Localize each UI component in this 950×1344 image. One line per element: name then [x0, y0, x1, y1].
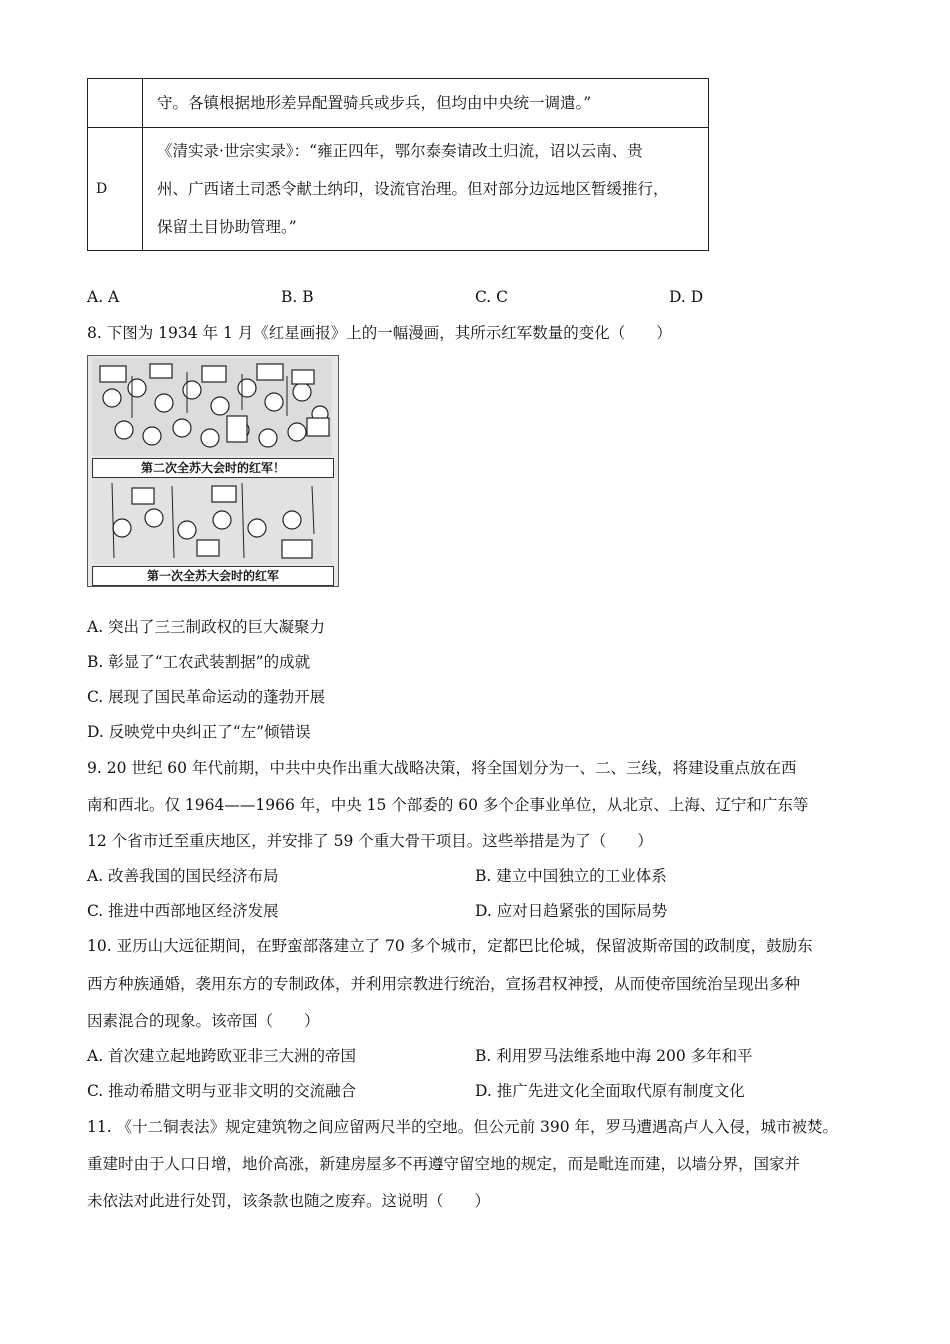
q9-option-a[interactable]: A. 改善我国的国民经济布局 — [87, 867, 279, 885]
q7-option-c[interactable]: C. C — [475, 288, 509, 306]
q9-stem-line: 12 个省市迁至重庆地区，并安排了 59 个重大骨干项目。这些举措是为了（ ） — [87, 832, 653, 850]
q9-option-c[interactable]: C. 推进中西部地区经济发展 — [87, 902, 279, 920]
cartoon-caption-top: 第二次全苏大会时的红军！ — [92, 458, 334, 478]
row-text: 守。各镇根据地形差异配置骑兵或步兵，但均由中央统一调遣。” — [143, 79, 709, 128]
source-table — [87, 78, 709, 251]
table-row — [88, 79, 709, 128]
text-line: 《清实录·世宗实录》：“雍正四年，鄂尔泰奏请改土归流，诏以云南、贵 — [157, 142, 643, 160]
crowd-upper-illustration — [92, 358, 332, 456]
q11-stem-line: 重建时由于人口日增，地价高涨，新建房屋多不再遵守留空地的规定，而是毗连而建，以墙分界，国家并 — [87, 1155, 801, 1173]
q8-stem: 8. 下图为 1934 年 1 月《红星画报》上的一幅漫画，其所示红军数量的变化（ ） — [87, 324, 672, 342]
q10-stem-line: 因素混合的现象。该帝国（ ） — [87, 1012, 320, 1030]
q7-option-a[interactable]: A. A — [87, 288, 120, 306]
q10-option-b[interactable]: B. 利用罗马法维系地中海 200 多年和平 — [475, 1047, 753, 1065]
cartoon-caption-bottom: 第一次全苏大会时的红军 — [92, 566, 334, 586]
q11-stem-line: 11. 《十二铜表法》规定建筑物之间应留两尺半的空地。但公元前 390 年，罗马遭遇高卢人入侵，城市被焚。 — [87, 1118, 839, 1136]
row-label — [88, 79, 143, 128]
q10-option-c[interactable]: C. 推动希腊文明与亚非文明的交流融合 — [87, 1082, 357, 1100]
q8-option-b[interactable]: B. 彰显了“工农武装割据”的成就 — [87, 653, 311, 671]
red-army-cartoon — [87, 355, 339, 587]
q8-option-d[interactable]: D. 反映党中央纠正了“左”倾错误 — [87, 723, 311, 741]
q9-stem-line: 南和西北。仅 1964——1966 年，中央 15 个部委的 60 多个企事业单位，从北京、上海、辽宁和广东等 — [87, 796, 809, 814]
q9-option-b[interactable]: B. 建立中国独立的工业体系 — [475, 867, 667, 885]
text-line: 州、广西诸土司悉令献土纳印，设流官治理。但对部分边远地区暂缓推行， — [157, 180, 669, 198]
q9-option-d[interactable]: D. 应对日趋紧张的国际局势 — [475, 902, 668, 920]
q10-option-a[interactable]: A. 首次建立起地跨欧亚非三大洲的帝国 — [87, 1047, 357, 1065]
q10-stem-line: 10. 亚历山大远征期间，在野蛮部落建立了 70 多个城市，定都巴比伦城，保留波斯帝国的政制度，鼓励东 — [87, 937, 813, 955]
q9-stem-line: 9. 20 世纪 60 年代前期，中共中央作出重大战略决策，将全国划分为一、二、三线，将建设重点放在西 — [87, 759, 797, 777]
q11-stem-line: 未依法对此进行处罚，该条款也随之废弃。这说明（ ） — [87, 1192, 491, 1210]
q10-option-d[interactable]: D. 推广先进文化全面取代原有制度文化 — [475, 1082, 745, 1100]
q7-option-d[interactable]: D. D — [669, 288, 704, 306]
q7-option-b[interactable]: B. B — [281, 288, 314, 306]
table-row — [88, 128, 709, 251]
q10-stem-line: 西方种族通婚，袭用东方的专制政体，并利用宗教进行统治，宣扬君权神授，从而使帝国统治呈现出多种 — [87, 975, 801, 993]
q8-option-a[interactable]: A. 突出了三三制政权的巨大凝聚力 — [87, 618, 326, 636]
crowd-lower-illustration — [92, 478, 332, 564]
text-line: 保留土目协助管理。” — [157, 218, 297, 236]
q8-option-c[interactable]: C. 展现了国民革命运动的蓬勃开展 — [87, 688, 326, 706]
row-text — [143, 128, 709, 251]
row-label: D — [88, 128, 143, 251]
